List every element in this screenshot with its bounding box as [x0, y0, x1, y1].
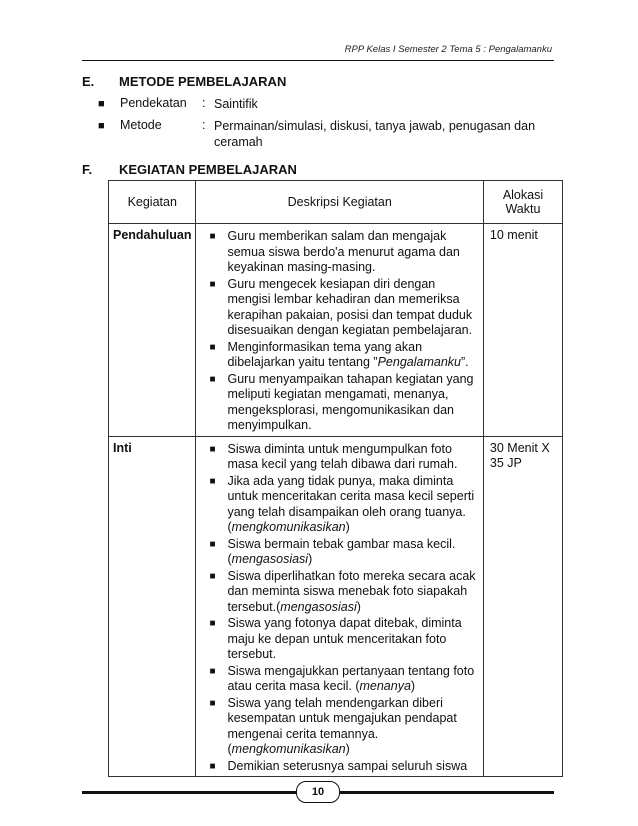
- section-f-letter: F.: [82, 162, 93, 177]
- bullet-icon: ■: [209, 697, 216, 709]
- list-item: [197, 759, 477, 775]
- activity-note: mengkomunikasikan: [231, 520, 346, 534]
- meta-row-pendekatan: [98, 96, 554, 112]
- bullet-icon: ■: [98, 120, 105, 132]
- meta-label: Pendekatan: [120, 96, 187, 110]
- activity-text: Guru menyampaikan tahapan kegiatan yang meliputi kegiatan mengamati, menanya, mengeksplorasi, mengomunikasikan dan menyimpulkan.: [227, 371, 474, 432]
- page-number: 10: [296, 781, 340, 803]
- activity-text-wrap: [227, 340, 477, 371]
- bullet-icon: ■: [209, 231, 216, 242]
- meta-colon: :: [202, 118, 206, 132]
- list-item: [197, 537, 477, 568]
- meta-value: Permainan/simulasi, diskusi, tanya jawab, penugasan dan ceramah: [214, 119, 536, 149]
- activity-text: Siswa yang fotonya dapat ditebak, diminta maju ke depan untuk menceritakan foto tersebut.: [227, 616, 462, 661]
- bullet-icon: ■: [209, 538, 216, 550]
- header-kegiatan: Kegiatan: [109, 181, 196, 224]
- activity-text-wrap: [227, 474, 477, 536]
- activity-text: Guru mengecek kesiapan diri dengan mengisi lembar kehadiran dan memeriksa kerapihan pakaian, posisi dan tempat duduk disesuaikan dengan kegiatan pembelajaran.: [227, 276, 473, 337]
- activity-text: Siswa diminta untuk mengumpulkan foto masa kecil yang telah dibawa dari rumah.: [227, 441, 458, 471]
- header-rule: [82, 60, 554, 61]
- section-e-title: METODE PEMBELAJARAN: [119, 74, 287, 89]
- activity-text: Siswa mengajukkan pertanyaan tentang foto atau cerita masa kecil. (: [227, 663, 475, 693]
- table-row: [109, 224, 563, 437]
- bullet-icon: ■: [209, 341, 216, 353]
- list-item: [197, 569, 477, 616]
- section-f-title: KEGIATAN PEMBELAJARAN: [119, 162, 297, 177]
- activity-note: Pengalamanku: [377, 355, 461, 369]
- alloc-cell: 10 menit: [483, 224, 562, 437]
- list-item: [197, 442, 477, 473]
- table-header-row: [109, 181, 563, 224]
- bullet-icon: ■: [98, 98, 105, 110]
- activity-text: Jika ada yang tidak punya, maka diminta untuk menceritakan cerita masa kecil seperti yang telah disampaikan oleh orang tuanya. (: [227, 473, 475, 534]
- table-row: [109, 436, 563, 777]
- meta-label: Metode: [120, 118, 162, 132]
- list-item: [197, 664, 477, 695]
- activities-table: [108, 180, 563, 777]
- section-f-heading: [82, 162, 297, 177]
- activity-tail: ): [410, 679, 416, 693]
- activity-text: Siswa yang telah mendengarkan diberi kesempatan untuk mengajukan pendapat mengenai cerita temannya. (: [227, 695, 457, 756]
- activity-text-wrap: [227, 537, 477, 568]
- section-e-letter: E.: [82, 74, 95, 89]
- activity-note: menanya: [359, 679, 411, 693]
- activity-tail: ): [345, 742, 350, 756]
- activity-note: mengasosiasi: [280, 599, 357, 614]
- activities-cell: [196, 224, 483, 437]
- meta-row-metode: [98, 118, 554, 150]
- list-item: [197, 696, 477, 758]
- bullet-icon: ■: [209, 278, 216, 290]
- activity-tail: ): [308, 552, 313, 566]
- activity-text-wrap: [227, 569, 477, 616]
- running-header: RPP Kelas I Semester 2 Tema 5 : Pengalamanku: [344, 44, 552, 55]
- bullet-icon: ■: [209, 373, 216, 385]
- bullet-icon: ■: [209, 665, 216, 677]
- bullet-icon: ■: [209, 475, 216, 487]
- stage-cell: Pendahuluan: [109, 224, 196, 437]
- bullet-icon: ■: [209, 443, 216, 455]
- list-item: [197, 616, 477, 663]
- header-alokasi: Alokasi Waktu: [483, 181, 562, 224]
- activity-text-wrap: [227, 696, 477, 758]
- list-item: [197, 277, 477, 339]
- activity-text: Guru memberikan salam dan mengajak semua siswa berdo'a menurut agama dan keyakinan masing-masing.: [227, 229, 460, 274]
- activities-cell: [196, 436, 483, 777]
- activity-tail: ): [356, 599, 361, 614]
- meta-colon: :: [202, 96, 206, 110]
- activity-note: mengasosiasi: [231, 552, 309, 566]
- list-item: [197, 340, 477, 371]
- list-item: [197, 229, 477, 276]
- bullet-icon: ■: [209, 570, 216, 582]
- activity-text-wrap: [227, 664, 477, 695]
- activity-text: Siswa bermain tebak gambar masa kecil. (: [227, 536, 456, 566]
- activity-text: Demikian seterusnya sampai seluruh siswa: [227, 758, 468, 773]
- activity-tail: ): [345, 520, 350, 534]
- section-e-heading: [82, 74, 286, 89]
- bullet-icon: ■: [209, 760, 216, 772]
- list-item: [197, 372, 477, 434]
- meta-value: Saintifik: [214, 97, 258, 111]
- stage-cell: Inti: [109, 436, 196, 777]
- activity-note: mengkomunikasikan: [231, 742, 346, 756]
- bullet-icon: ■: [209, 618, 216, 629]
- activity-text: Menginformasikan tema yang akan dibelajarkan yaitu tentang ”: [227, 339, 423, 369]
- list-item: [197, 474, 477, 536]
- activity-text: Siswa diperlihatkan foto mereka secara acak dan meminta siswa menebak foto siapakah tersebut.(: [227, 568, 476, 614]
- activity-tail: ”.: [461, 355, 469, 369]
- alloc-cell: 30 Menit X 35 JP: [483, 436, 562, 777]
- header-deskripsi: Deskripsi Kegiatan: [196, 181, 483, 224]
